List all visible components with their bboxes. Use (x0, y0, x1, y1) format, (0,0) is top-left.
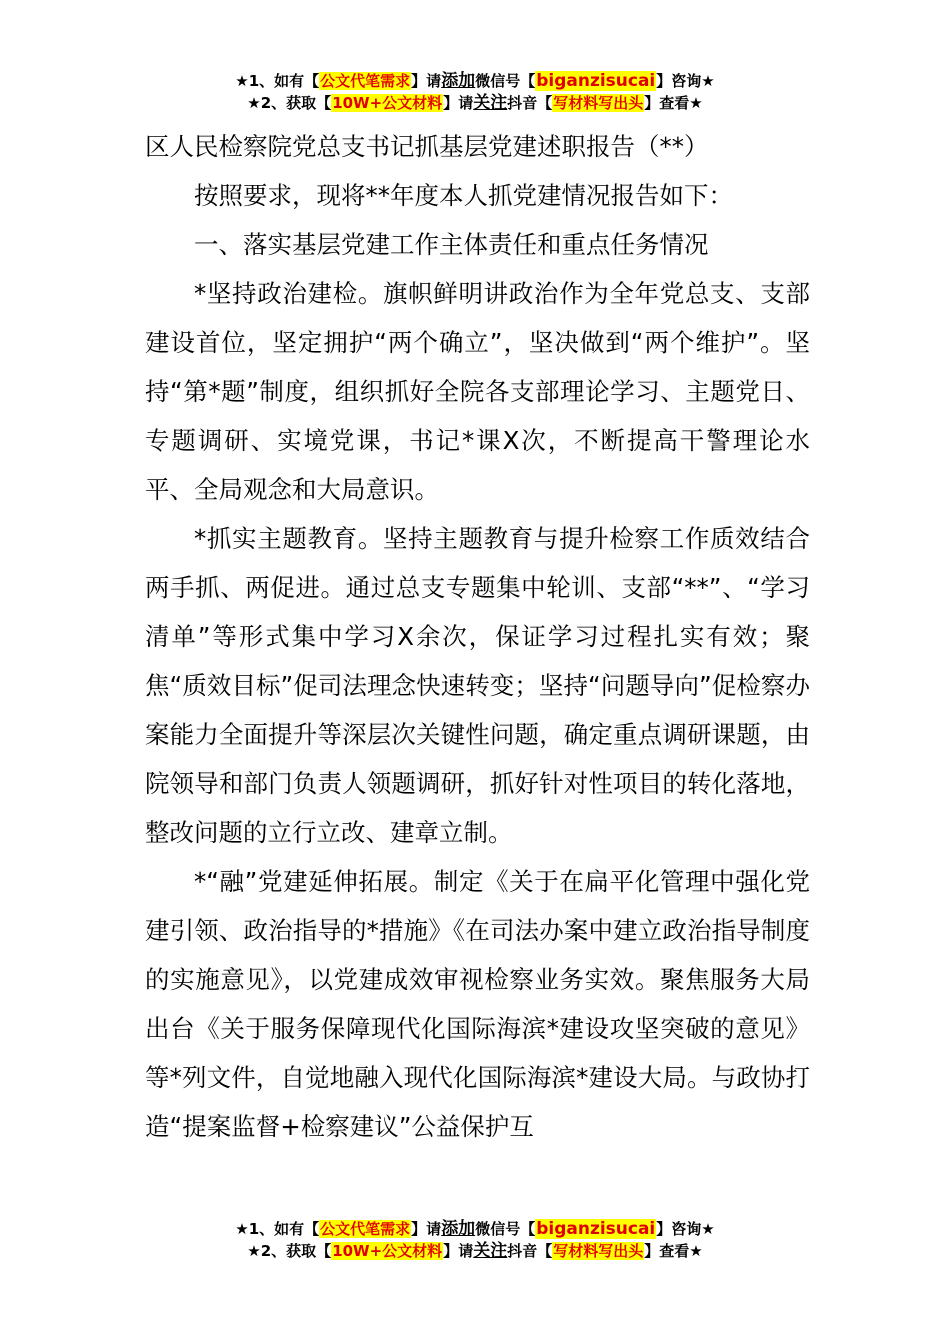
banner-wechat-id: biganzisucai (536, 1219, 656, 1239)
banner-text: ★1、如有【 (235, 72, 320, 90)
banner-douyin-name: 写材料写出头 (553, 94, 644, 112)
footer-banner-line-2 (0, 1240, 950, 1262)
body-paragraph: *“融”党建延伸拓展。制定《关于在扁平化管理中强化党建引领、政治指导的*措施》《在司法办案中建立政治指导制度的实施意见》，以党建成效审视检察业务实效。聚焦服务大局出台《关于服务保障现代化国际海滨*建设攻坚突破的意见》等*列文件，自觉地融入现代化国际海滨*建设大局。与政协打造“提案监督+检察建议”公益保护互 (145, 867, 810, 1141)
header-banner-line-1 (0, 70, 950, 92)
banner-text: 】查看★ (644, 1242, 703, 1260)
banner-text: 】咨询★ (656, 1220, 715, 1238)
banner-text: 】请 (443, 1242, 474, 1260)
banner-underlined: 添加 (441, 71, 476, 91)
banner-text: ★1、如有【 (235, 1220, 320, 1238)
document-body (145, 171, 810, 1151)
banner-text: 】请 (411, 1220, 442, 1238)
header-banner (0, 70, 950, 114)
banner-underlined: 关注 (473, 1241, 508, 1261)
banner-text: 】请 (443, 94, 474, 112)
document-title: 区人民检察院党总支书记抓基层党建述职报告（**） (145, 132, 709, 161)
body-paragraph: *抓实主题教育。坚持主题教育与提升检察工作质效结合两手抓、两促进。通过总支专题集中轮训、支部“**”、“学习清单”等形式集中学习X余次，保证学习过程扎实有效；聚焦“质效目标”促司法理念快速转变；坚持“问题导向”促检察办案能力全面提升等深层次关键性问题，确定重点调研课题，由院领导和部门负责人领题调研，抓好针对性项目的转化落地，整改问题的立行立改、建章立制。 (145, 524, 810, 847)
banner-highlight: 公文代笔需求 (320, 1220, 411, 1238)
intro-paragraph: 按照要求，现将**年度本人抓党建情况报告如下： (194, 181, 733, 210)
banner-highlight: 10W+公文材料 (332, 1242, 443, 1260)
banner-text: 微信号【 (475, 1220, 536, 1238)
banner-highlight: 10W+公文材料 (332, 94, 443, 112)
banner-text: 】查看★ (644, 94, 703, 112)
banner-underlined: 添加 (441, 1219, 476, 1239)
body-paragraph: *坚持政治建检。旗帜鲜明讲政治作为全年党总支、支部建设首位，坚定拥护“两个确立”，坚决做到“两个维护”。坚持“第*题”制度，组织抓好全院各支部理论学习、主题党日、专题调研、实境党课，书记*课X次，不断提高干警理论水平、全局观念和大局意识。 (145, 279, 810, 504)
footer-banner (0, 1218, 950, 1262)
banner-text: 抖音【 (507, 1242, 553, 1260)
header-banner-line-2 (0, 92, 950, 114)
banner-underlined: 关注 (473, 93, 508, 113)
banner-text: 抖音【 (507, 94, 553, 112)
banner-text: 微信号【 (475, 72, 536, 90)
banner-douyin-name: 写材料写出头 (553, 1242, 644, 1260)
banner-text: 】咨询★ (656, 72, 715, 90)
footer-banner-line-1 (0, 1218, 950, 1240)
banner-text: ★2、获取【 (247, 1242, 332, 1260)
banner-text: 】请 (411, 72, 442, 90)
banner-highlight: 公文代笔需求 (320, 72, 411, 90)
banner-wechat-id: biganzisucai (536, 71, 656, 91)
banner-text: ★2、获取【 (247, 94, 332, 112)
section-heading: 一、落实基层党建工作主体责任和重点任务情况 (194, 230, 709, 259)
